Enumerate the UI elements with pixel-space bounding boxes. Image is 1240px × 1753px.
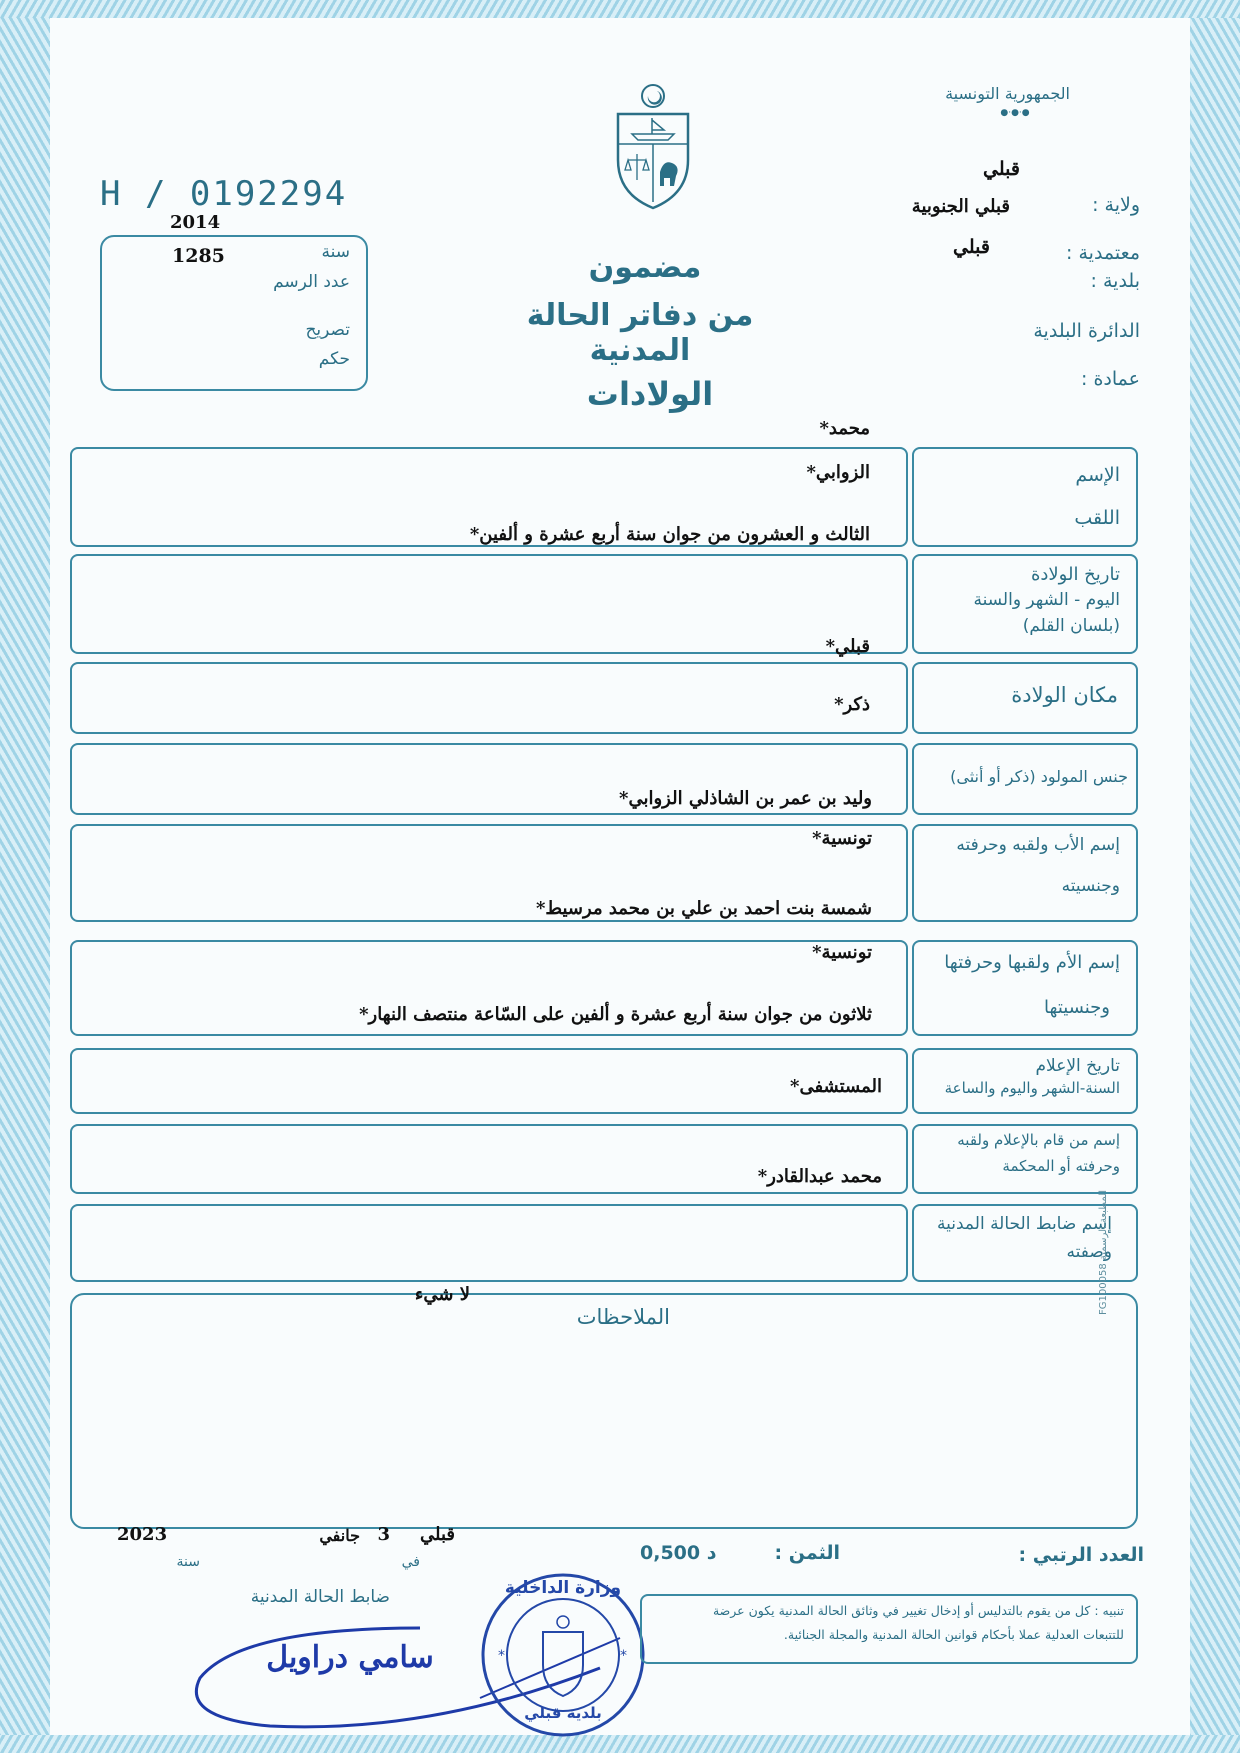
officer-sublabel: وصفته [1066, 1242, 1112, 1262]
first-name-label: الإسم [1075, 464, 1120, 486]
declarant-sublabel: وحرفته أو المحكمة [1002, 1157, 1120, 1175]
signature-text: سامي دراويل [266, 1640, 434, 1675]
sex-value: ذكر* [834, 694, 870, 715]
wilaya-value: قبلي [983, 158, 1020, 180]
serial-label: العدد الرتبي : [1018, 1544, 1144, 1566]
footer-month-value: جانفي [319, 1526, 360, 1545]
remarks-value: لا شيء [414, 1284, 470, 1305]
record-year-value: 2014 [170, 212, 221, 233]
baladia-value: قبلي [953, 236, 990, 258]
stamp-text: وزارة الداخلية [504, 1578, 622, 1598]
printer-mark: المطبعة الرسمية FG100058 [1098, 1190, 1109, 1315]
svg-text:*: * [620, 1648, 627, 1664]
mother-name-value: شمسة بنت احمد بن علي بن محمد مرسيط* [536, 898, 872, 919]
stamp-bottom-text: بلدية قبلي [524, 1704, 602, 1722]
title-1: مضمون [588, 250, 702, 285]
wilaya-label: ولاية : [1092, 194, 1140, 216]
footer-in-label: في [401, 1554, 420, 1570]
daira-label: الدائرة البلدية [1033, 320, 1140, 342]
birthdate-label: تاريخ الولادة [1030, 564, 1120, 585]
father-nationality-label: وجنسيته [1061, 876, 1120, 896]
baladia-label: بلدية : [1090, 270, 1140, 292]
mother-nationality-label: وجنسيتها [1044, 997, 1110, 1018]
father-nationality-value: تونسية* [812, 828, 872, 849]
birthdate-pen-label: (بلسان القلم) [1022, 616, 1120, 636]
father-label: إسم الأب ولقبه وحرفته [956, 835, 1120, 855]
birthplace-label: مكان الولادة [1011, 683, 1118, 707]
decorative-border-top [0, 0, 1240, 18]
last-name-value: الزوابي* [806, 462, 870, 483]
warning-line-2: للتتبعات العدلية عملا بأحكام قوانين الحالة المدنية والمجلة الجنائية. [783, 1627, 1124, 1642]
moatamadia-value: قبلي الجنوبية [911, 196, 1010, 217]
record-number-value: 1285 [172, 245, 225, 267]
remarks-label: الملاحظات [576, 1305, 670, 1329]
officer-value: محمد عبدالقادر* [757, 1166, 882, 1187]
footer-year-label: سنة [176, 1554, 200, 1570]
record-number-label: عدد الرسم [273, 272, 350, 292]
price-label: الثمن : [774, 1542, 840, 1564]
declaration-date-value: ثلاثون من جوان سنة أربع عشرة و ألفين على السّاعة منتصف النهار* [359, 1004, 872, 1025]
serial-number: H / 0192294 [100, 174, 348, 214]
judgment-label: حكم [318, 349, 350, 369]
republic-ornament-icon: ●·●·● [1000, 108, 1030, 118]
mother-nationality-value: تونسية* [812, 942, 872, 963]
declaration-label: تصريح [305, 320, 350, 340]
officer-label: إسم ضابط الحالة المدنية [937, 1214, 1112, 1234]
mother-label: إسم الأم ولقبها وحرفتها [944, 952, 1120, 973]
omada-label: عمادة : [1081, 368, 1140, 390]
declarant-label: إسم من قام بالإعلام ولقبه [957, 1131, 1120, 1149]
title-2: من دفاتر الحالة المدنية [526, 298, 754, 368]
footer-day-value: 3 [377, 1524, 390, 1545]
birthplace-value: قبلي* [825, 636, 870, 657]
father-name-value: وليد بن عمر بن الشاذلي الزوابي* [619, 788, 872, 809]
declaration-date-sublabel: السنة-الشهر واليوم والساعة [944, 1079, 1120, 1097]
coat-of-arms-icon [612, 82, 694, 212]
svg-text:*: * [498, 1648, 505, 1664]
record-year-label: سنة [321, 242, 350, 262]
section-title: الولادات [586, 375, 714, 413]
officer-signature-label: ضابط الحالة المدنية [250, 1587, 390, 1607]
sex-label: جنس المولود (ذكر أو أنثى) [950, 767, 1128, 786]
republic-label: الجمهورية التونسية [945, 84, 1070, 103]
moatamadia-label: معتمدية : [1066, 242, 1140, 264]
officer-value-box [70, 1204, 908, 1282]
declarant-value: المستشفى* [790, 1076, 882, 1097]
price-value: 0,500 د [640, 1542, 717, 1564]
footer-year-value: 2023 [117, 1524, 168, 1545]
footer-place-value: قبلي [420, 1524, 455, 1545]
birthdate-value: الثالث و العشرون من جوان سنة أربع عشرة و ألفين* [469, 524, 870, 545]
decorative-border-left [0, 0, 50, 1753]
last-name-label: اللقب [1074, 507, 1120, 529]
declaration-date-label: تاريخ الإعلام [1035, 1056, 1120, 1076]
first-name-value: محمد* [819, 418, 870, 439]
birthdate-sublabel: اليوم - الشهر والسنة [973, 590, 1120, 610]
decorative-border-right [1190, 0, 1240, 1753]
warning-line-1: تنبيه : كل من يقوم بالتدليس أو إدخال تغيير في وثائق الحالة المدنية يكون عرضة [712, 1603, 1124, 1618]
